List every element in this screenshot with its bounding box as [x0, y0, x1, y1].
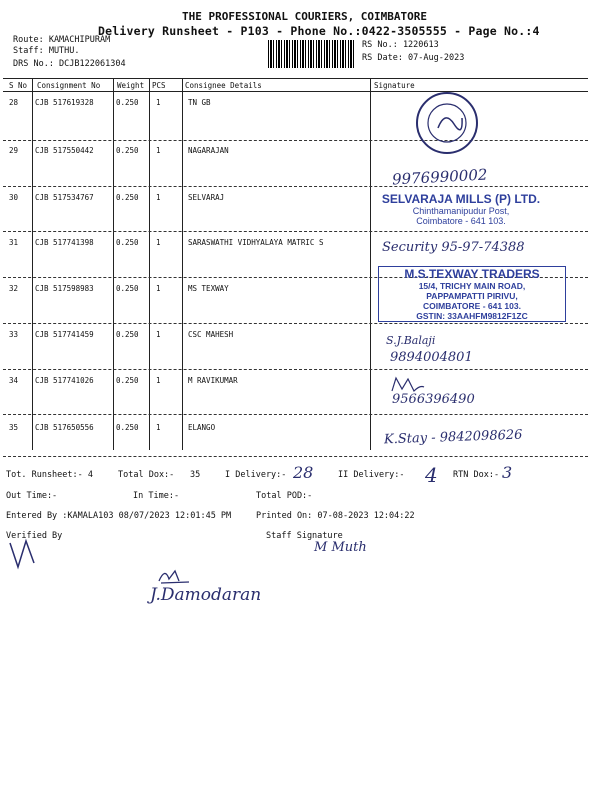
- row33-phone: 9894004801: [390, 350, 473, 365]
- row31-note: Security 95-97-74388: [382, 240, 525, 255]
- rtn-dox-value: 3: [502, 463, 513, 482]
- sno: 35: [9, 423, 19, 432]
- barcode: [268, 40, 356, 68]
- pcs: 1: [156, 146, 161, 155]
- round-bank-seal: [412, 88, 482, 158]
- sno: 31: [9, 238, 19, 247]
- rtn-dox-label: RTN Dox:-: [453, 470, 500, 480]
- row34-phone: 9566396490: [392, 392, 475, 407]
- table-top-border: [3, 78, 588, 79]
- initials-scribble: [155, 565, 195, 585]
- sno: 34: [9, 376, 19, 385]
- entered-by: Entered By :KAMALA103 08/07/2023 12:01:45 PM: [6, 511, 232, 521]
- consignee: MS TEXWAY: [188, 284, 229, 293]
- table-header-border: [3, 91, 588, 92]
- row32-stamp-line1: M.S.TEXWAY TRADERS: [404, 267, 540, 281]
- row32-stamp-line3: PAPPAMPATTI PIRIVU,: [426, 291, 518, 301]
- consignment-no: CJB 517619328: [35, 98, 94, 107]
- col-header-pcs: PCS: [152, 81, 166, 90]
- rs-number: RS No.: 1220613: [362, 40, 439, 50]
- col-divider: [32, 78, 33, 450]
- row-separator: [3, 369, 588, 370]
- weight: 0.250: [116, 284, 139, 293]
- ii-delivery-label: II Delivery:-: [338, 470, 405, 480]
- pcs: 1: [156, 284, 161, 293]
- consignment-no: CJB 517598983: [35, 284, 94, 293]
- verifier-signature-scribble: [6, 533, 46, 573]
- pcs: 1: [156, 330, 161, 339]
- ii-delivery-value: 4: [425, 463, 438, 487]
- row32-stamp-line2: 15/4, TRICHY MAIN ROAD,: [418, 281, 526, 291]
- consignment-no: CJB 517741026: [35, 376, 94, 385]
- col-divider: [113, 78, 114, 450]
- consignment-no: CJB 517534767: [35, 193, 94, 202]
- consignment-no: CJB 517741459: [35, 330, 94, 339]
- weight: 0.250: [116, 376, 139, 385]
- row-separator: [3, 456, 588, 457]
- consignee: TN GB: [188, 98, 211, 107]
- pcs: 1: [156, 98, 161, 107]
- pcs: 1: [156, 376, 161, 385]
- weight: 0.250: [116, 98, 139, 107]
- bottom-signature: J.Damodaran: [150, 585, 262, 605]
- runsheet-title: Delivery Runsheet - P103 - Phone No.:0422-3505555 - Page No.:4: [98, 24, 540, 38]
- consignee: M RAVIKUMAR: [188, 376, 238, 385]
- sno: 33: [9, 330, 19, 339]
- col-divider: [182, 78, 183, 450]
- col-header-consignment: Consignment No: [37, 81, 101, 90]
- weight: 0.250: [116, 423, 139, 432]
- weight: 0.250: [116, 193, 139, 202]
- in-time: In Time:-: [133, 491, 180, 501]
- col-header-signature: Signature: [374, 81, 415, 90]
- row30-stamp-line2: Chinthamanipudur Post,: [412, 206, 510, 216]
- weight: 0.250: [116, 146, 139, 155]
- consignee: SARASWATHI VIDHYALAYA MATRIC S: [188, 238, 324, 247]
- sno: 28: [9, 98, 19, 107]
- i-delivery-label: I Delivery:-: [225, 470, 287, 480]
- company-name: THE PROFESSIONAL COURIERS, COIMBATORE: [182, 10, 428, 23]
- staff-signature: M Muth: [314, 540, 367, 555]
- total-dox-label: Total Dox:-: [118, 470, 175, 480]
- i-delivery-value: 28: [293, 463, 314, 482]
- col-header-sno: S No: [9, 81, 28, 90]
- consignment-no: CJB 517550442: [35, 146, 94, 155]
- consignee: ELANGO: [188, 423, 216, 432]
- drs-number: DRS No.: DCJB122061304: [13, 59, 126, 69]
- col-header-weight: Weight: [117, 81, 145, 90]
- consignment-no: CJB 517650556: [35, 423, 94, 432]
- staff: Staff: MUTHU.: [13, 46, 80, 56]
- total-pod: Total POD:-: [256, 491, 313, 501]
- row30-stamp-line3: Coimbatore - 641 103.: [416, 216, 506, 226]
- row33-name: S.J.Balaji: [386, 334, 436, 347]
- row-separator: [3, 140, 588, 141]
- row32-stamp: [378, 266, 566, 322]
- consignee: SELVARAJ: [188, 193, 225, 202]
- row32-stamp-line4: COIMBATORE - 641 103.: [423, 301, 521, 311]
- pcs: 1: [156, 238, 161, 247]
- staff-signature-label: Staff Signature: [266, 531, 343, 541]
- rs-date: RS Date: 07-Aug-2023: [362, 53, 465, 63]
- pcs: 1: [156, 193, 161, 202]
- total-runsheet: Tot. Runsheet:- 4: [6, 470, 93, 480]
- pcs: 1: [156, 423, 161, 432]
- consignment-no: CJB 517741398: [35, 238, 94, 247]
- row30-stamp: [366, 192, 556, 226]
- total-dox-value: 35: [190, 470, 201, 480]
- row-separator: [3, 414, 588, 415]
- route: Route: KAMACHIPURAM: [13, 35, 111, 45]
- row30-stamp-line1: SELVARAJA MILLS (P) LTD.: [381, 192, 541, 206]
- sno: 30: [9, 193, 19, 202]
- col-header-consignee: Consignee Details: [185, 81, 262, 90]
- consignee: NAGARAJAN: [188, 146, 229, 155]
- printed-on: Printed On: 07-08-2023 12:04:22: [256, 511, 415, 521]
- row-separator: [3, 323, 588, 324]
- verified-by: Verified By: [6, 531, 63, 541]
- col-divider: [370, 78, 371, 450]
- weight: 0.250: [116, 330, 139, 339]
- row35-note: K.Stay - 9842098626: [383, 427, 523, 448]
- weight: 0.250: [116, 238, 139, 247]
- col-divider: [149, 78, 150, 450]
- row-separator: [3, 231, 588, 232]
- sno: 32: [9, 284, 19, 293]
- row32-stamp-line5: GSTIN: 33AAHFM9812F1ZC: [416, 311, 528, 321]
- consignee: CSC MAHESH: [188, 330, 234, 339]
- row29-phone: 9976990002: [391, 165, 488, 189]
- out-time: Out Time:-: [6, 491, 58, 501]
- row-separator: [3, 186, 588, 187]
- sno: 29: [9, 146, 19, 155]
